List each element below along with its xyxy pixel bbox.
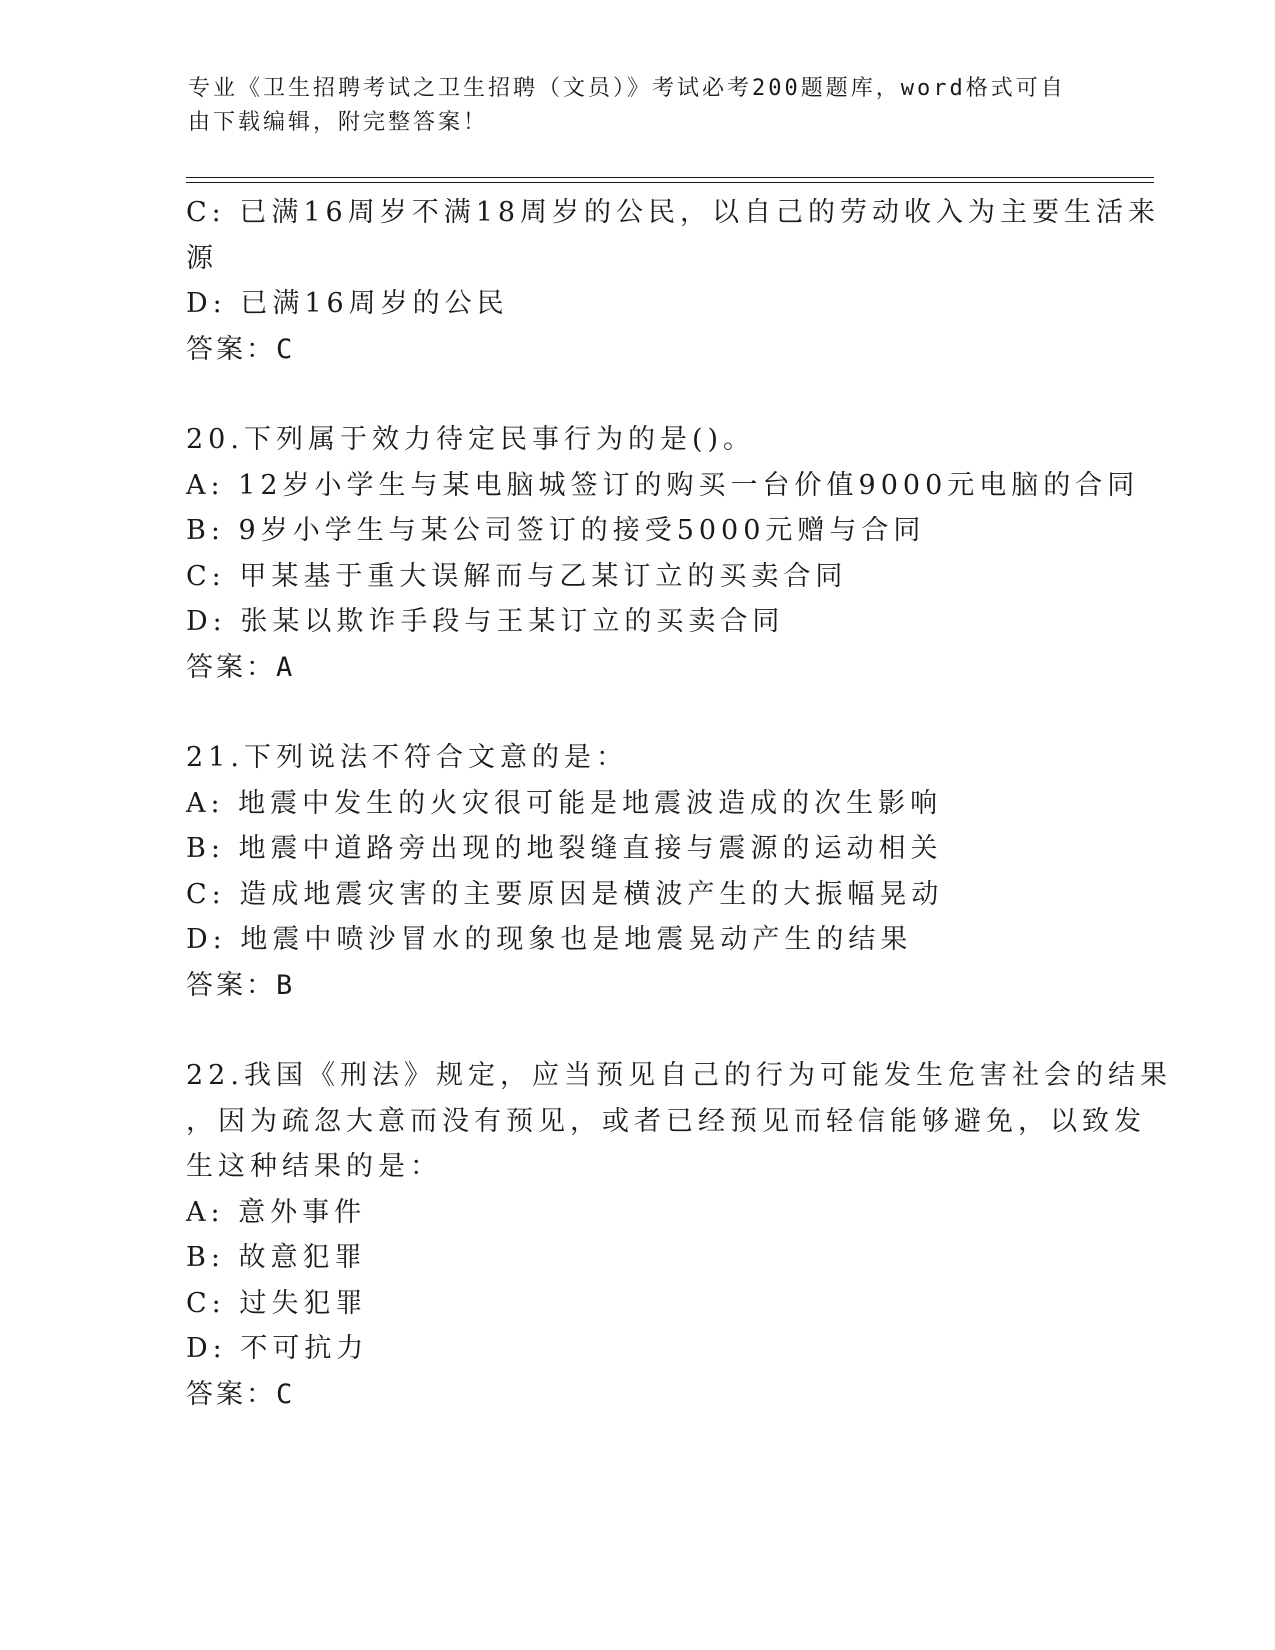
- question-21: [186, 735, 1086, 1008]
- question-list: [186, 190, 1172, 1417]
- option-b: B: 9岁小学生与某公司签订的接受5000元赠与合同: [186, 515, 926, 546]
- option-c-line-1: C: 已满16周岁不满18周岁的公民，以自己的劳动收入为主要生活来: [186, 197, 1161, 228]
- answer-value: C: [276, 1378, 296, 1410]
- question-stem-line-2: ，因为疏忽大意而没有预见，或者已经预见而轻信能够避免，以致发: [186, 1105, 1146, 1137]
- header-divider-top: [186, 177, 1154, 178]
- option-c: C: 造成地震灾害的主要原因是横波产生的大振幅晃动: [186, 878, 944, 910]
- question-stem-line-3: 生这种结果的是：: [186, 1151, 442, 1182]
- question-stem: 21.下列说法不符合文意的是：: [186, 742, 628, 773]
- document-header: [188, 72, 1068, 140]
- answer-line: [186, 963, 1086, 1009]
- option-c-line-2: 源: [186, 242, 218, 274]
- option-d: D: 已满16周岁的公民: [186, 288, 509, 319]
- answer-label: 答案：: [186, 969, 276, 1001]
- answer-label: 答案：: [186, 333, 276, 365]
- option-c: C: 过失犯罪: [186, 1287, 368, 1319]
- option-d: D: 张某以欺诈手段与王某订立的买卖合同: [186, 606, 785, 637]
- header-line-2: 由下载编辑，附完整答案！: [188, 110, 489, 135]
- option-a: A: 意外事件: [186, 1196, 367, 1228]
- header-divider-bottom: [186, 182, 1154, 183]
- answer-line: [186, 1372, 1086, 1418]
- option-a: A: 12岁小学生与某电脑城签订的购买一台价值9000元电脑的合同: [186, 469, 1140, 501]
- question-stem: 20.下列属于效力待定民事行为的是()。: [186, 424, 756, 455]
- option-d: D: 不可抗力: [186, 1333, 369, 1364]
- option-b: B: 故意犯罪: [186, 1242, 367, 1273]
- option-b: B: 地震中道路旁出现的地裂缝直接与震源的运动相关: [186, 833, 943, 864]
- answer-value: A: [276, 651, 296, 683]
- answer-label: 答案：: [186, 651, 276, 683]
- answer-line: [186, 327, 1086, 373]
- answer-value: B: [276, 969, 296, 1001]
- question-22: [186, 1053, 1172, 1417]
- option-d: D: 地震中喷沙冒水的现象也是地震晃动产生的结果: [186, 924, 913, 955]
- option-c: C: 甲某基于重大误解而与乙某订立的买卖合同: [186, 560, 848, 592]
- answer-line: [186, 645, 1086, 691]
- question-19: [186, 190, 1161, 372]
- question-stem-line-1: 22.我国《刑法》规定，应当预见自己的行为可能发生危害社会的结果: [186, 1060, 1172, 1091]
- answer-label: 答案：: [186, 1378, 276, 1410]
- question-20: [186, 417, 1140, 690]
- answer-value: C: [276, 333, 296, 365]
- option-a: A: 地震中发生的火灾很可能是地震波造成的次生影响: [186, 787, 943, 819]
- header-line-1: 专业《卫生招聘考试之卫生招聘（文员）》考试必考200题题库，word格式可自: [188, 76, 1066, 101]
